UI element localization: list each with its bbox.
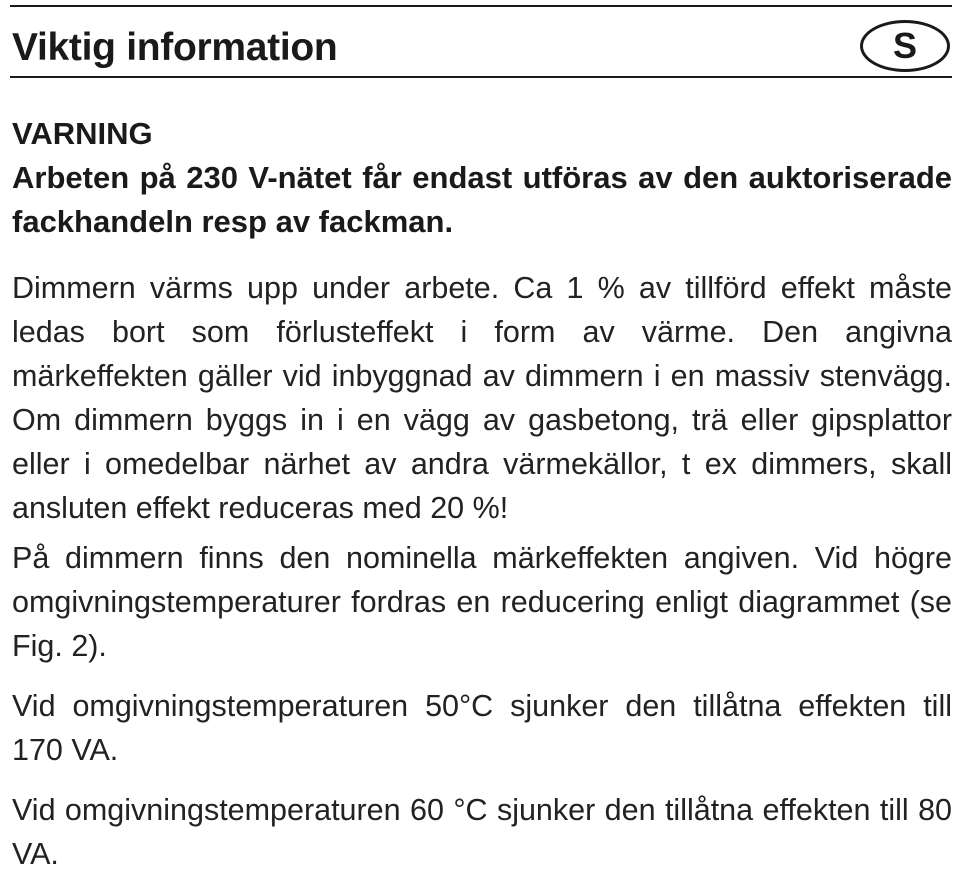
language-badge: S [860,20,950,72]
top-rule [10,5,952,7]
warning-text: Arbeten på 230 V-nätet får endast utföras av den auktoriserade fackhandeln resp av fackman. [12,160,952,239]
warning-heading: VARNING [12,116,153,151]
header-rule [10,76,952,78]
paragraph-60c-derating: Vid omgivningstemperaturen 60 °C sjunker den tillåtna effekten till 80 VA. [12,793,952,871]
page-title: Viktig information [12,26,338,69]
document-body [12,112,952,876]
paragraph-50c-derating: Vid omgivningstemperaturen 50°C sjunker den tillåtna effekten till 170 VA. [12,689,952,767]
paragraph-heat-dissipation: Dimmern värms upp under arbete. Ca 1 % av tillförd effekt måste ledas bort som förlusteffekt i form av värme. Den angivna märkeffekten gäller vid inbyggnad av dimmern i en massiv stenvägg. Om dimmern byggs in i en vägg av gasbetong, trä eller gipsplattor eller i omedelbar närhet av andra värmekällor, t ex dimmers, skall ansluten effekt reduceras med 20 %! [12,271,952,525]
paragraph-nominal-rating: På dimmern finns den nominella märkeffekten angiven. Vid högre omgivningstemperaturer fordras en reducering enligt diagrammet (se Fig. 2). [12,541,952,663]
page-header [12,20,952,76]
